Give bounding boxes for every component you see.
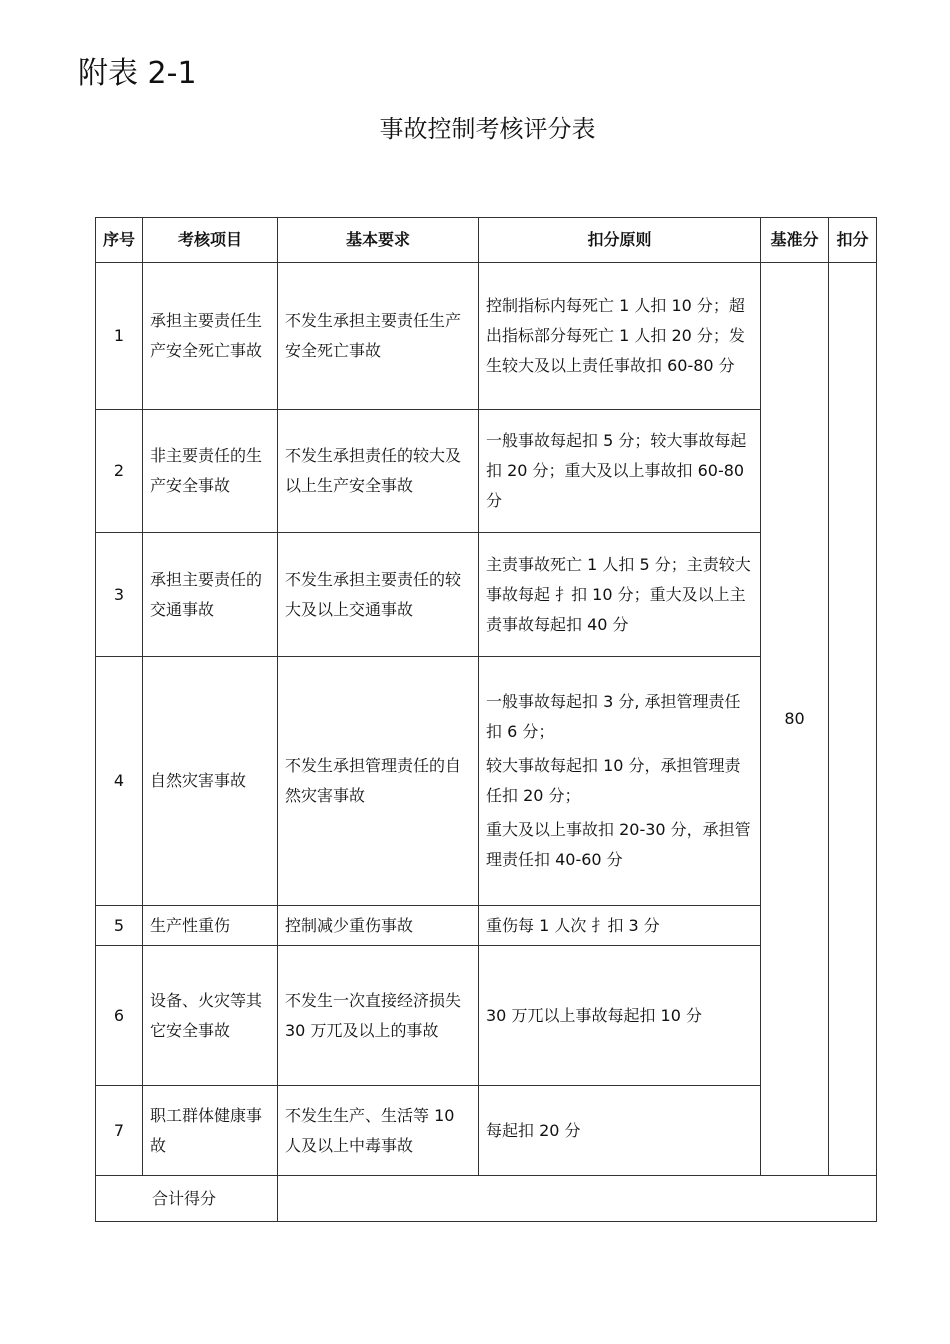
row-seq: 2	[96, 410, 143, 533]
table-row	[96, 906, 877, 946]
header-base-score: 基准分	[761, 218, 829, 263]
header-seq: 序号	[96, 218, 143, 263]
row-seq: 1	[96, 263, 143, 410]
principle-text: 一般事故每起扣 5 分；较大事故每起扣 20 分；重大及以上事故扣 60-80 分	[486, 431, 747, 510]
row-item: 承担主要责任的交通事故	[143, 533, 278, 657]
row-principle	[479, 263, 761, 410]
row-seq: 5	[96, 906, 143, 946]
row-principle	[479, 906, 761, 946]
row-item: 自然灾害事故	[143, 657, 278, 906]
table-row	[96, 410, 877, 533]
table-row	[96, 657, 877, 906]
row-principle	[479, 410, 761, 533]
row-item: 承担主要责任生产安全死亡事故	[143, 263, 278, 410]
total-label: 合计得分	[96, 1176, 278, 1222]
header-item: 考核项目	[143, 218, 278, 263]
row-requirement: 不发生承担主要责任生产安全死亡事故	[278, 263, 479, 410]
deduct-cell[interactable]	[829, 263, 877, 1176]
page-title: 事故控制考核评分表	[379, 115, 596, 143]
appendix-label: 附表 2-1	[78, 56, 197, 91]
total-row	[96, 1176, 877, 1222]
principle-text: 重伤每 1 人次 扌扣 3 分	[486, 915, 660, 935]
table-row	[96, 946, 877, 1086]
row-item: 设备、火灾等其它安全事故	[143, 946, 278, 1086]
principle-text: 重大及以上事故扣 20-30 分，承担管理责任扣 40-60 分	[486, 820, 751, 869]
row-principle	[479, 946, 761, 1086]
row-requirement: 不发生承担管理责任的自然灾害事故	[278, 657, 479, 906]
row-seq: 7	[96, 1086, 143, 1176]
scoring-table	[95, 217, 877, 1222]
row-requirement: 控制减少重伤事故	[278, 906, 479, 946]
row-item: 职工群体健康事故	[143, 1086, 278, 1176]
principle-text: 控制指标内每死亡 1 人扣 10 分；超出指标部分每死亡 1 人扣 20 分；发生较大及以上责任事故扣 60-80 分	[486, 296, 745, 375]
total-score-cell[interactable]	[278, 1176, 877, 1222]
row-seq: 3	[96, 533, 143, 657]
row-seq: 6	[96, 946, 143, 1086]
table-row	[96, 1086, 877, 1176]
row-requirement: 不发生承担主要责任的较大及以上交通事故	[278, 533, 479, 657]
table-row	[96, 263, 877, 410]
row-principle	[479, 657, 761, 906]
header-requirement: 基本要求	[278, 218, 479, 263]
principle-text: 每起扣 20 分	[486, 1120, 581, 1140]
principle-text: 较大事故每起扣 10 分，承担管理责任扣 20 分；	[486, 756, 741, 805]
header-deduct: 扣分	[829, 218, 877, 263]
row-item: 生产性重伤	[143, 906, 278, 946]
base-score-cell: 80	[761, 263, 829, 1176]
row-requirement: 不发生生产、生活等 10 人及以上中毒事故	[278, 1086, 479, 1176]
principle-text: 一般事故每起扣 3 分, 承担管理责任扣 6 分；	[486, 692, 741, 741]
row-requirement: 不发生承担责任的较大及以上生产安全事故	[278, 410, 479, 533]
principle-text: 主责事故死亡 1 人扣 5 分；主责较大事故每起 扌扣 10 分；重大及以上主责事故每起扣 40 分	[486, 554, 751, 634]
principle-text: 30 万兀以上事故每起扣 10 分	[486, 1005, 702, 1025]
header-row	[96, 218, 877, 263]
row-item: 非主要责任的生产安全事故	[143, 410, 278, 533]
row-principle	[479, 1086, 761, 1176]
row-principle	[479, 533, 761, 657]
row-requirement: 不发生一次直接经济损失 30 万兀及以上的事故	[278, 946, 479, 1086]
row-seq: 4	[96, 657, 143, 906]
table-row	[96, 533, 877, 657]
header-principle: 扣分原则	[479, 218, 761, 263]
